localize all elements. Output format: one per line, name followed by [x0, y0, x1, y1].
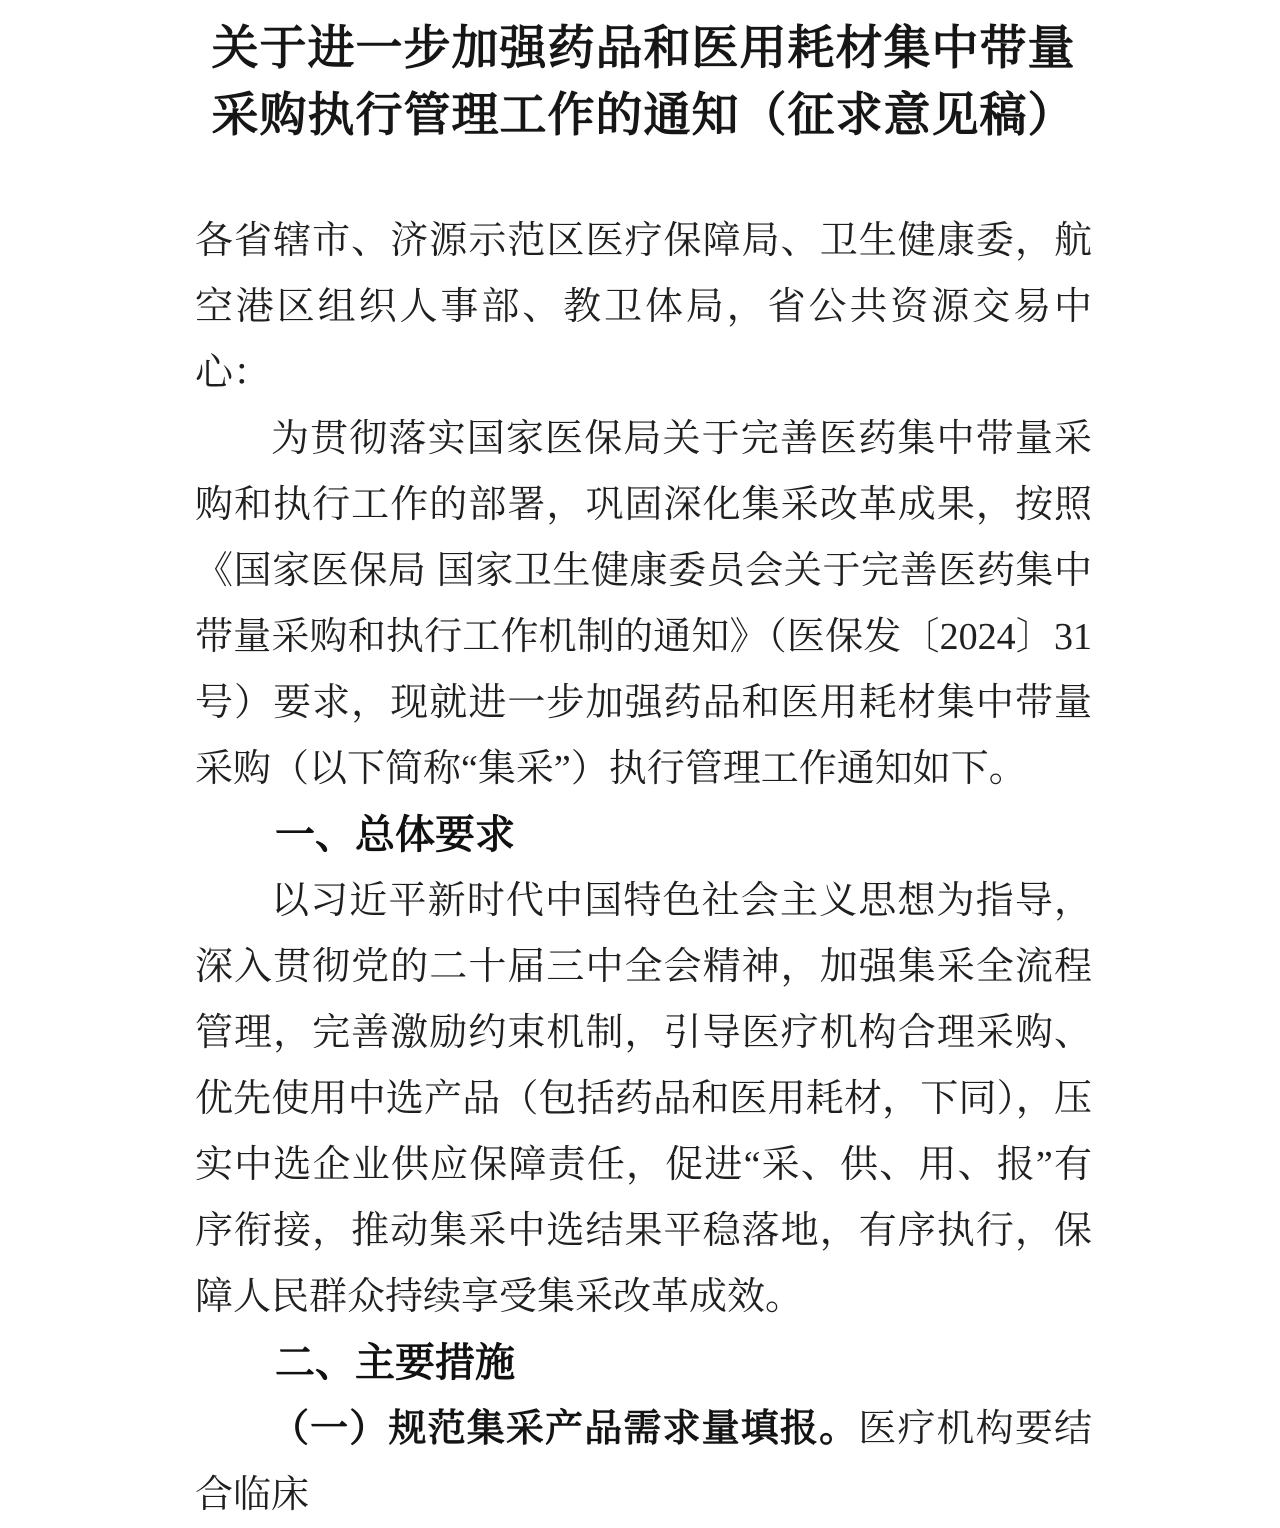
section-2-item-1	[195, 1396, 1092, 1528]
section-1-paragraph: 以习近平新时代中国特色社会主义思想为指导，深入贯彻党的二十届三中全会精神，加强集采全流程管理，完善激励约束机制，引导医疗机构合理采购、优先使用中选产品（包括药品和医用耗材，下同），压实中选企业供应保障责任，促进“采、供、用、报”有序衔接，推动集采中选结果平稳落地，有序执行，保障人民群众持续享受集采改革成效。	[195, 880, 1092, 1318]
title-line-2: 采购执行管理工作的通知（征求意见稿）	[211, 90, 1076, 142]
item-1-text: 医疗机构要结合临床	[195, 1408, 1092, 1516]
document-title	[195, 16, 1092, 150]
title-line-1: 关于进一步加强药品和医用耗材集中带量	[211, 23, 1076, 75]
intro-paragraph: 为贯彻落实国家医保局关于完善医药集中带量采购和执行工作的部署，巩固深化集采改革成果，按照《国家医保局 国家卫生健康委员会关于完善医药集中带量采购和执行工作机制的通知》（医保发〔2024〕31 号）要求，现就进一步加强药品和医用耗材集中带量采购（以下简称“集采”）执行管理工作通知如下。	[195, 418, 1092, 790]
section-2-heading: 二、主要措施	[275, 1341, 515, 1385]
recipients-line: 各省辖市、济源示范区医疗保障局、卫生健康委，航空港区组织人事部、教卫体局，省公共资源交易中心：	[195, 220, 1092, 394]
section-1-heading: 一、总体要求	[275, 813, 515, 857]
item-1-bold-lead: （一）规范集采产品需求量填报。	[271, 1408, 859, 1450]
